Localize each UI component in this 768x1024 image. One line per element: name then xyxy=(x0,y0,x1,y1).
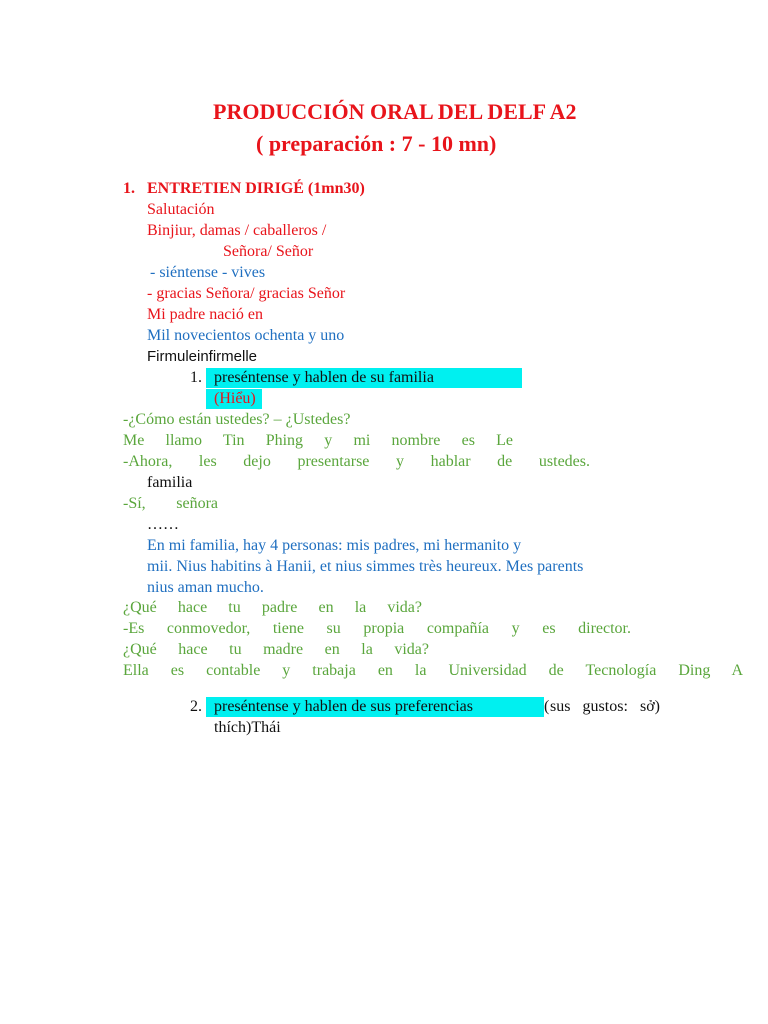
father-born-line: Mi padre nació en xyxy=(147,306,263,323)
dialogue-line: ¿Qué hace tu padre en la vida? xyxy=(123,599,422,616)
greeting-label: Salutación xyxy=(147,201,215,218)
dialogue-line: …… xyxy=(147,516,179,533)
family-text-line: mii. Nius habitins à Hanii, et nius simmes très heureux. Mes parents xyxy=(147,558,584,575)
dialogue-line: -Ahora, les dejo presentarse y hablar de ustedes. xyxy=(123,453,590,470)
subsection-2-number: 2. xyxy=(190,698,202,715)
year-line: Mil novecientos ochenta y uno xyxy=(147,327,345,344)
title-line-2: ( preparación : 7 - 10 mn) xyxy=(256,131,497,156)
subsection-2-continuation: thích)Thái xyxy=(214,719,281,736)
dialogue-line: Ella es contable y trabaja en la Universidad de Tecnología Ding A xyxy=(123,662,743,679)
dialogue-line: -¿Cómo están ustedes? – ¿Ustedes? xyxy=(123,411,351,428)
subsection-1-title: preséntense y hablen de su familia xyxy=(206,368,522,388)
dialogue-line: -Sí, señora xyxy=(123,495,218,512)
family-text-line: nius aman mucho. xyxy=(147,579,264,596)
subsection-2-title: preséntense y hablen de sus preferencias xyxy=(206,697,544,717)
section-1-number: 1. xyxy=(123,180,135,197)
speaker-name: (Hiểu) xyxy=(206,389,262,409)
section-1-heading: ENTRETIEN DIRIGÉ (1mn30) xyxy=(147,180,365,197)
sit-down-line: - siéntense - vives xyxy=(150,264,266,281)
dialogue-line: familia xyxy=(147,474,193,491)
dialogue-line: Me llamo Tin Phing y mi nombre es Le xyxy=(123,432,513,449)
greeting-line: Binjiur, damas / caballeros / xyxy=(147,222,327,239)
subsection-1-number: 1. xyxy=(190,369,202,386)
thanks-line: - gracias Señora/ gracias Señor xyxy=(147,285,346,302)
title-line-1: PRODUCCIÓN ORAL DEL DELF A2 xyxy=(213,99,577,124)
family-text-line: En mi familia, hay 4 personas: mis padres, mi hermanito y xyxy=(147,537,522,554)
dialogue-line: -Es conmovedor, tiene su propia compañía y es director. xyxy=(123,620,631,637)
formula-line: Firmuleinfirmelle xyxy=(147,348,258,365)
subsection-2-note: sus gustos: sở) xyxy=(550,698,660,715)
dialogue-line: ¿Qué hace tu madre en la vida? xyxy=(123,641,429,658)
greeting-line-cont: Señora/ Señor xyxy=(223,243,314,260)
subsection-2-paren: ( xyxy=(544,698,550,715)
